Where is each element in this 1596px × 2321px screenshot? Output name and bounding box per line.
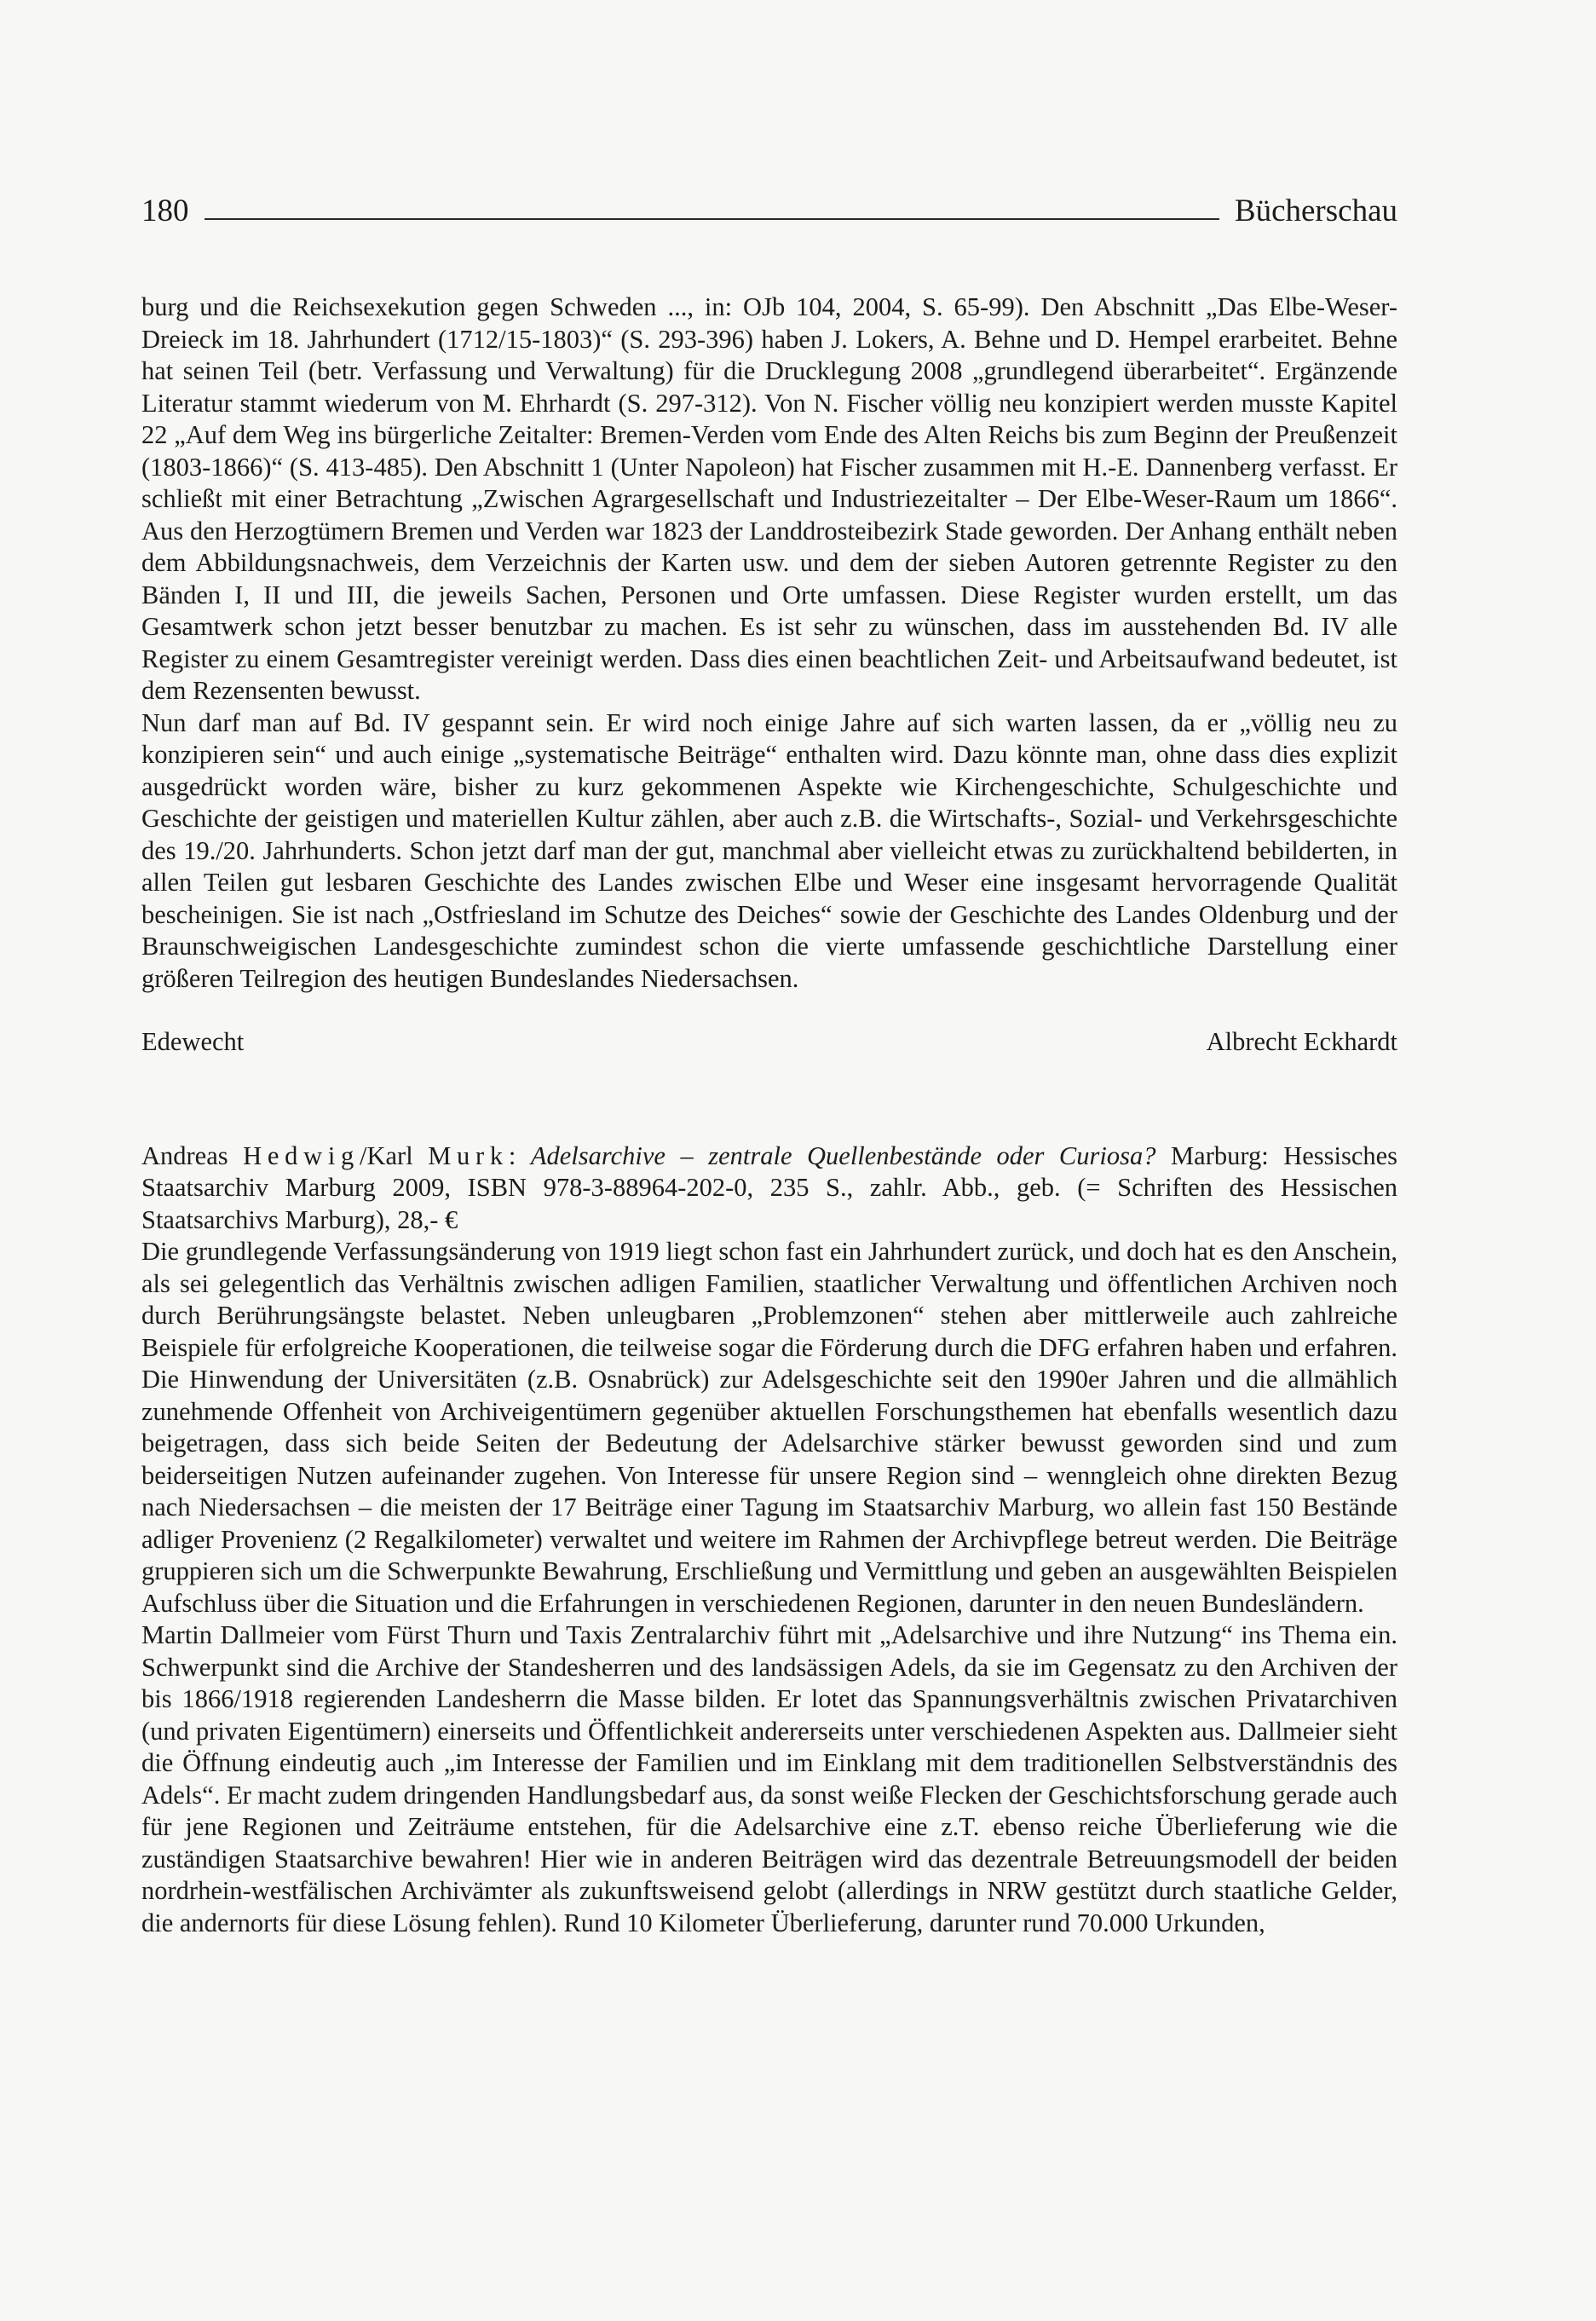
author-separator: /Karl xyxy=(360,1140,413,1170)
review-paragraph: Nun darf man auf Bd. IV gespannt sein. Er wird noch einige Jahre auf sich warten lassen, da er „völlig neu zu konzipieren sein“ und auch einige „systematische Beiträge“ enthalten wird. Dazu könnte man, ohne dass dies explizit ausgedrückt worden wäre, bisher zu kurz gekommenen Aspekte wie Kirchengeschichte, Schulgeschichte und Geschichte der geistigen und materiellen Kultur zählen, aber auch z.B. die Wirtschafts-, Sozial- und Verkehrsgeschichte des 19./20. Jahrhunderts. Schon jetzt darf man der gut, manchmal aber vielleicht etwas zu zurückhaltend bebilderten, in allen Teilen gut lesbaren Geschichte des Landes zwischen Elbe und Weser eine insgesamt hervorragende Qualität bescheinigen. Sie ist nach „Ostfriesland im Schutze des Deiches“ sowie der Geschichte des Landes Oldenburg und der Braunschweigischen Landesgeschichte zumindest schon die vierte umfassende geschichtliche Darstellung einer größeren Teilregion des heutigen Bundeslandes Niedersachsen. xyxy=(141,707,1397,993)
page-number: 180 xyxy=(141,193,189,228)
running-header xyxy=(141,186,1397,228)
author-firstname: Andreas xyxy=(141,1140,228,1170)
bibliographic-entry xyxy=(141,1140,1397,1237)
author-surname: Murk xyxy=(428,1140,509,1170)
colon: : xyxy=(508,1140,516,1170)
reviewer-name: Albrecht Eckhardt xyxy=(1206,1027,1397,1056)
header-rule xyxy=(205,218,1219,220)
page-body xyxy=(141,292,1397,1939)
review-paragraph: Martin Dallmeier vom Fürst Thurn und Taxis Zentralarchiv führt mit „Adelsarchive und ihre Nutzung“ ins Thema ein. Schwerpunkt sind die Archive der Standesherren und des landsässigen Adels, da sie im Gegensatz zu den Archiven der bis 1866/1918 regierenden Landesherrn die Masse bilden. Er lotet das Spannungsverhältnis zwischen Privatarchiven (und privaten Eigentümern) einerseits und Öffentlichkeit andererseits unter verschiedenen Aspekten aus. Dallmeier sieht die Öffnung eindeutig auch „im Interesse der Familien und im Einklang mit dem traditionellen Selbstverständnis des Adels“. Er macht zudem dringenden Handlungsbedarf aus, da sonst weiße Flecken der Geschichtsforschung gerade auch für jene Regionen und Zeiträume entstehen, für die Adelsarchive eine z.T. ebenso reiche Überlieferung wie die zuständigen Staatsarchive bewahren! Hier wie in anderen Beiträgen wird das dezentrale Betreuungsmodell der beiden nordrhein-westfälischen Archivämter als zukunftsweisend gelobt (allerdings in NRW gestützt durch staatliche Gelder, die andernorts für diese Lösung fehlen). Rund 10 Kilometer Überlieferung, darunter rund 70.000 Urkunden, xyxy=(141,1620,1397,1937)
book-title: Adelsarchive – zentrale Quellenbestände oder Curiosa? xyxy=(530,1140,1156,1170)
running-title: Bücherschau xyxy=(1234,193,1397,228)
review-paragraph: burg und die Reichsexekution gegen Schweden ..., in: OJb 104, 2004, S. 65-99). Den Abschnitt „Das Elbe-Weser-Dreieck im 18. Jahrhundert (1712/15-1803)“ (S. 293-396) haben J. Lokers, A. Behne und D. Hempel erarbeitet. Behne hat seinen Teil (betr. Verfassung und Verwaltung) für die Drucklegung 2008 „grundlegend überarbeitet“. Ergänzende Literatur stammt wiederum von M. Ehrhardt (S. 297-312). Von N. Fischer völlig neu konzipiert werden musste Kapitel 22 „Auf dem Weg ins bürgerliche Zeitalter: Bremen-Verden vom Ende des Alten Reichs bis zum Beginn der Preußenzeit (1803-1866)“ (S. 413-485). Den Abschnitt 1 (Unter Napoleon) hat Fischer zusammen mit H.-E. Dannenberg verfasst. Er schließt mit einer Betrachtung „Zwischen Agrargesellschaft und Industriezeitalter – Der Elbe-Weser-Raum um 1866“. Aus den Herzogtümern Bremen und Verden war 1823 der Landdrosteibezirk Stade geworden. Der Anhang enthält neben dem Abbildungsnachweis, dem Verzeichnis der Karten usw. und dem der sieben Autoren getrennte Register zu den Bänden I, II und III, die jeweils Sachen, Personen und Orte umfassen. Diese Register wurden erstellt, um das Gesamtwerk schon jetzt besser benutzbar zu machen. Es ist sehr zu wünschen, dass im ausstehenden Bd. IV alle Register zu einem Gesamtregister vereinigt werden. Dass dies einen beachtlichen Zeit- und Arbeitsaufwand bedeutet, ist dem Rezensenten bewusst. xyxy=(141,292,1397,705)
review-new xyxy=(141,1140,1397,1940)
publication-details: Marburg: Hessisches Staatsarchiv Marburg 2009, ISBN 978-3-88964-202-0, 235 S., zahlr. Abb., geb. (= Schriften des Hessischen Staatsarchivs Marburg), 28,- € xyxy=(141,1140,1398,1234)
author-surname: Hedwig xyxy=(243,1140,360,1170)
section-gap xyxy=(141,1059,1397,1140)
review-paragraph: Die grundlegende Verfassungsänderung von 1919 liegt schon fast ein Jahrhundert zurück, und doch hat es den Anschein, als sei gelegentlich das Verhältnis zwischen adligen Familien, staatlicher Verwaltung und öffentlichen Archiven noch durch Berührungsängste belastet. Neben unleugbaren „Problemzonen“ stehen aber mittlerweile auch zahlreiche Beispiele für erfolgreiche Kooperationen, die teilweise sogar die Förderung durch die DFG erfahren haben und erfahren. Die Hinwendung der Universitäten (z.B. Osnabrück) zur Adelsgeschichte seit den 1990er Jahren und die allmählich zunehmende Offenheit von Archiveigentümern gegenüber aktuellen Forschungsthemen hat ebenfalls wesentlich dazu beigetragen, dass sich beide Seiten der Bedeutung der Adelsarchive stärker bewusst geworden sind und zum beiderseitigen Nutzen aufeinander zugehen. Von Interesse für unsere Region sind – wenngleich ohne direkten Bezug nach Niedersachsen – die meisten der 17 Beiträge einer Tagung im Staatsarchiv Marburg, wo allein fast 150 Bestände adliger Provenienz (2 Regalkilometer) verwaltet und weitere im Rahmen der Archivpflege betreut werden. Die Beiträge gruppieren sich um die Schwerpunkte Bewahrung, Erschließung und Vermittlung und geben an ausgewählten Beispielen Aufschluss über die Situation und die Erfahrungen in verschiedenen Regionen, darunter in den neuen Bundesländern. xyxy=(141,1237,1397,1618)
review-continued xyxy=(141,292,1397,1059)
reviewer-place: Edewecht xyxy=(141,1027,245,1056)
review-signature xyxy=(141,1026,1397,1059)
